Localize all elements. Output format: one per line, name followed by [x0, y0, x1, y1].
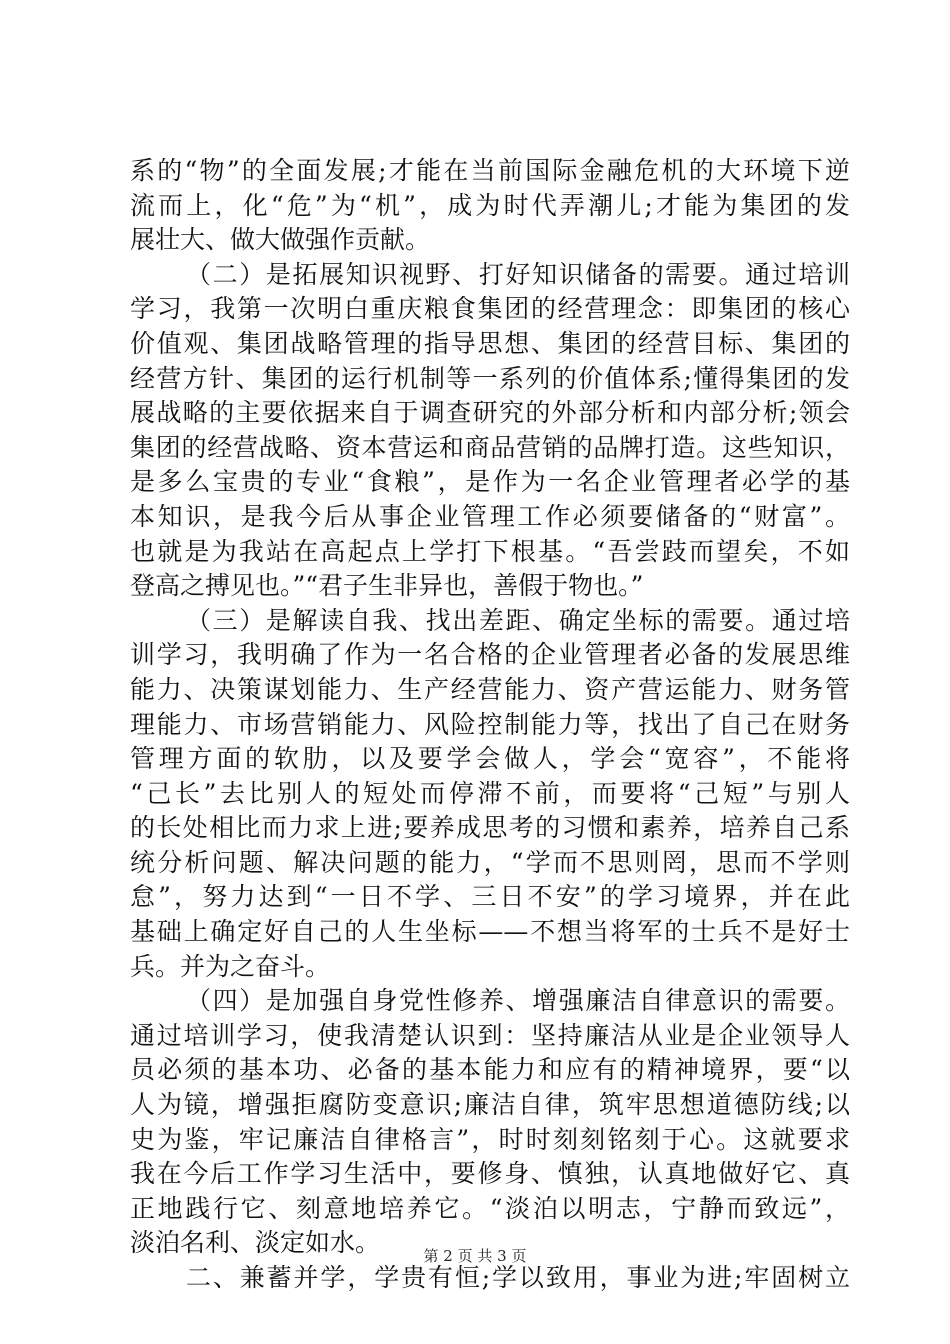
text-line: 怠”，努力达到“一日不学、三日不安”的学习境界，并在此: [130, 882, 850, 912]
text-line: 统分析问题、解决问题的能力，“学而不思则罔，思而不学则: [130, 847, 850, 877]
text-line: 系的“物”的全面发展;才能在当前国际金融危机的大环境下逆: [130, 156, 850, 185]
text-line: 学习，我第一次明白重庆粮食集团的经营理念：即集团的核心: [130, 294, 850, 324]
text-line: 经营方针、集团的运行机制等一系列的价值体系;懂得集团的发: [130, 363, 850, 393]
text-line: 史为鉴，牢记廉洁自律格言”，时时刻刻铭刻于心。这就要求: [130, 1124, 850, 1154]
text-line: 人为镜，增强拒腐防变意识;廉洁自律，筑牢思想道德防线;以: [130, 1090, 850, 1120]
text-line: 我在今后工作学习生活中，要修身、慎独，认真地做好它、真: [130, 1159, 850, 1189]
body-text: [130, 154, 850, 1296]
text-line: （三）是解读自我、找出差距、确定坐标的需要。通过培: [186, 605, 850, 635]
text-line: 淡泊名利、淡定如水。: [130, 1228, 381, 1258]
text-line: 本知识，是我今后从事企业管理工作必须要储备的“财富”。: [130, 501, 850, 531]
text-line: 价值观、集团战略管理的指导思想、集团的经营目标、集团的: [130, 328, 850, 358]
text-line: 正地践行它、刻意地培养它。“淡泊以明志，宁静而致远”，: [130, 1193, 850, 1223]
text-line: 的长处相比而力求上进;要养成思考的习惯和素养，培养自己系: [130, 813, 850, 843]
text-line: 展战略的主要依据来自于调查研究的外部分析和内部分析;领会: [130, 398, 850, 428]
text-line: 展壮大、做大做强作贡献。: [130, 225, 431, 255]
text-line: 通过培训学习，使我清楚认识到：坚持廉洁从业是企业领导人: [130, 1020, 850, 1050]
text-line: 也就是为我站在高起点上学打下根基。“吾尝跂而望矣，不如: [130, 536, 850, 566]
text-line: 是多么宝贵的专业“食粮”，是作为一名企业管理者必学的基: [130, 467, 850, 497]
text-line: 集团的经营战略、资本营运和商品营销的品牌打造。这些知识，: [130, 432, 850, 462]
text-line: 能力、决策谋划能力、生产经营能力、资产营运能力、财务管: [130, 674, 850, 704]
text-line: “己长”去比别人的短处而停滞不前，而要将“己短”与别人: [130, 778, 850, 808]
text-line: 二、兼蓄并学，学贵有恒;学以致用，事业为进;牢固树立: [186, 1263, 850, 1292]
text-line: 登高之搏见也。”“君子生非异也，善假于物也。”: [130, 571, 644, 601]
text-line: 兵。并为之奋斗。: [130, 951, 331, 981]
text-line: 管理方面的软肋，以及要学会做人，学会“宽容”，不能将: [130, 744, 850, 774]
page-footer: 第 2 页 共 3 页: [423, 1247, 527, 1265]
text-line: （二）是拓展知识视野、打好知识储备的需要。通过培训: [186, 259, 850, 289]
text-line: 员必须的基本功、必备的基本能力和应有的精神境界，要“以: [130, 1055, 850, 1085]
text-line: 理能力、市场营销能力、风险控制能力等，找出了自己在财务: [130, 709, 850, 739]
text-line: （四）是加强自身党性修养、增强廉洁自律意识的需要。: [186, 986, 850, 1016]
text-line: 流而上，化“危”为“机”，成为时代弄潮儿;才能为集团的发: [130, 190, 850, 220]
text-line: 基础上确定好自己的人生坐标——不想当将军的士兵不是好士: [130, 917, 850, 947]
text-line: 训学习，我明确了作为一名合格的企业管理者必备的发展思维: [130, 640, 850, 670]
